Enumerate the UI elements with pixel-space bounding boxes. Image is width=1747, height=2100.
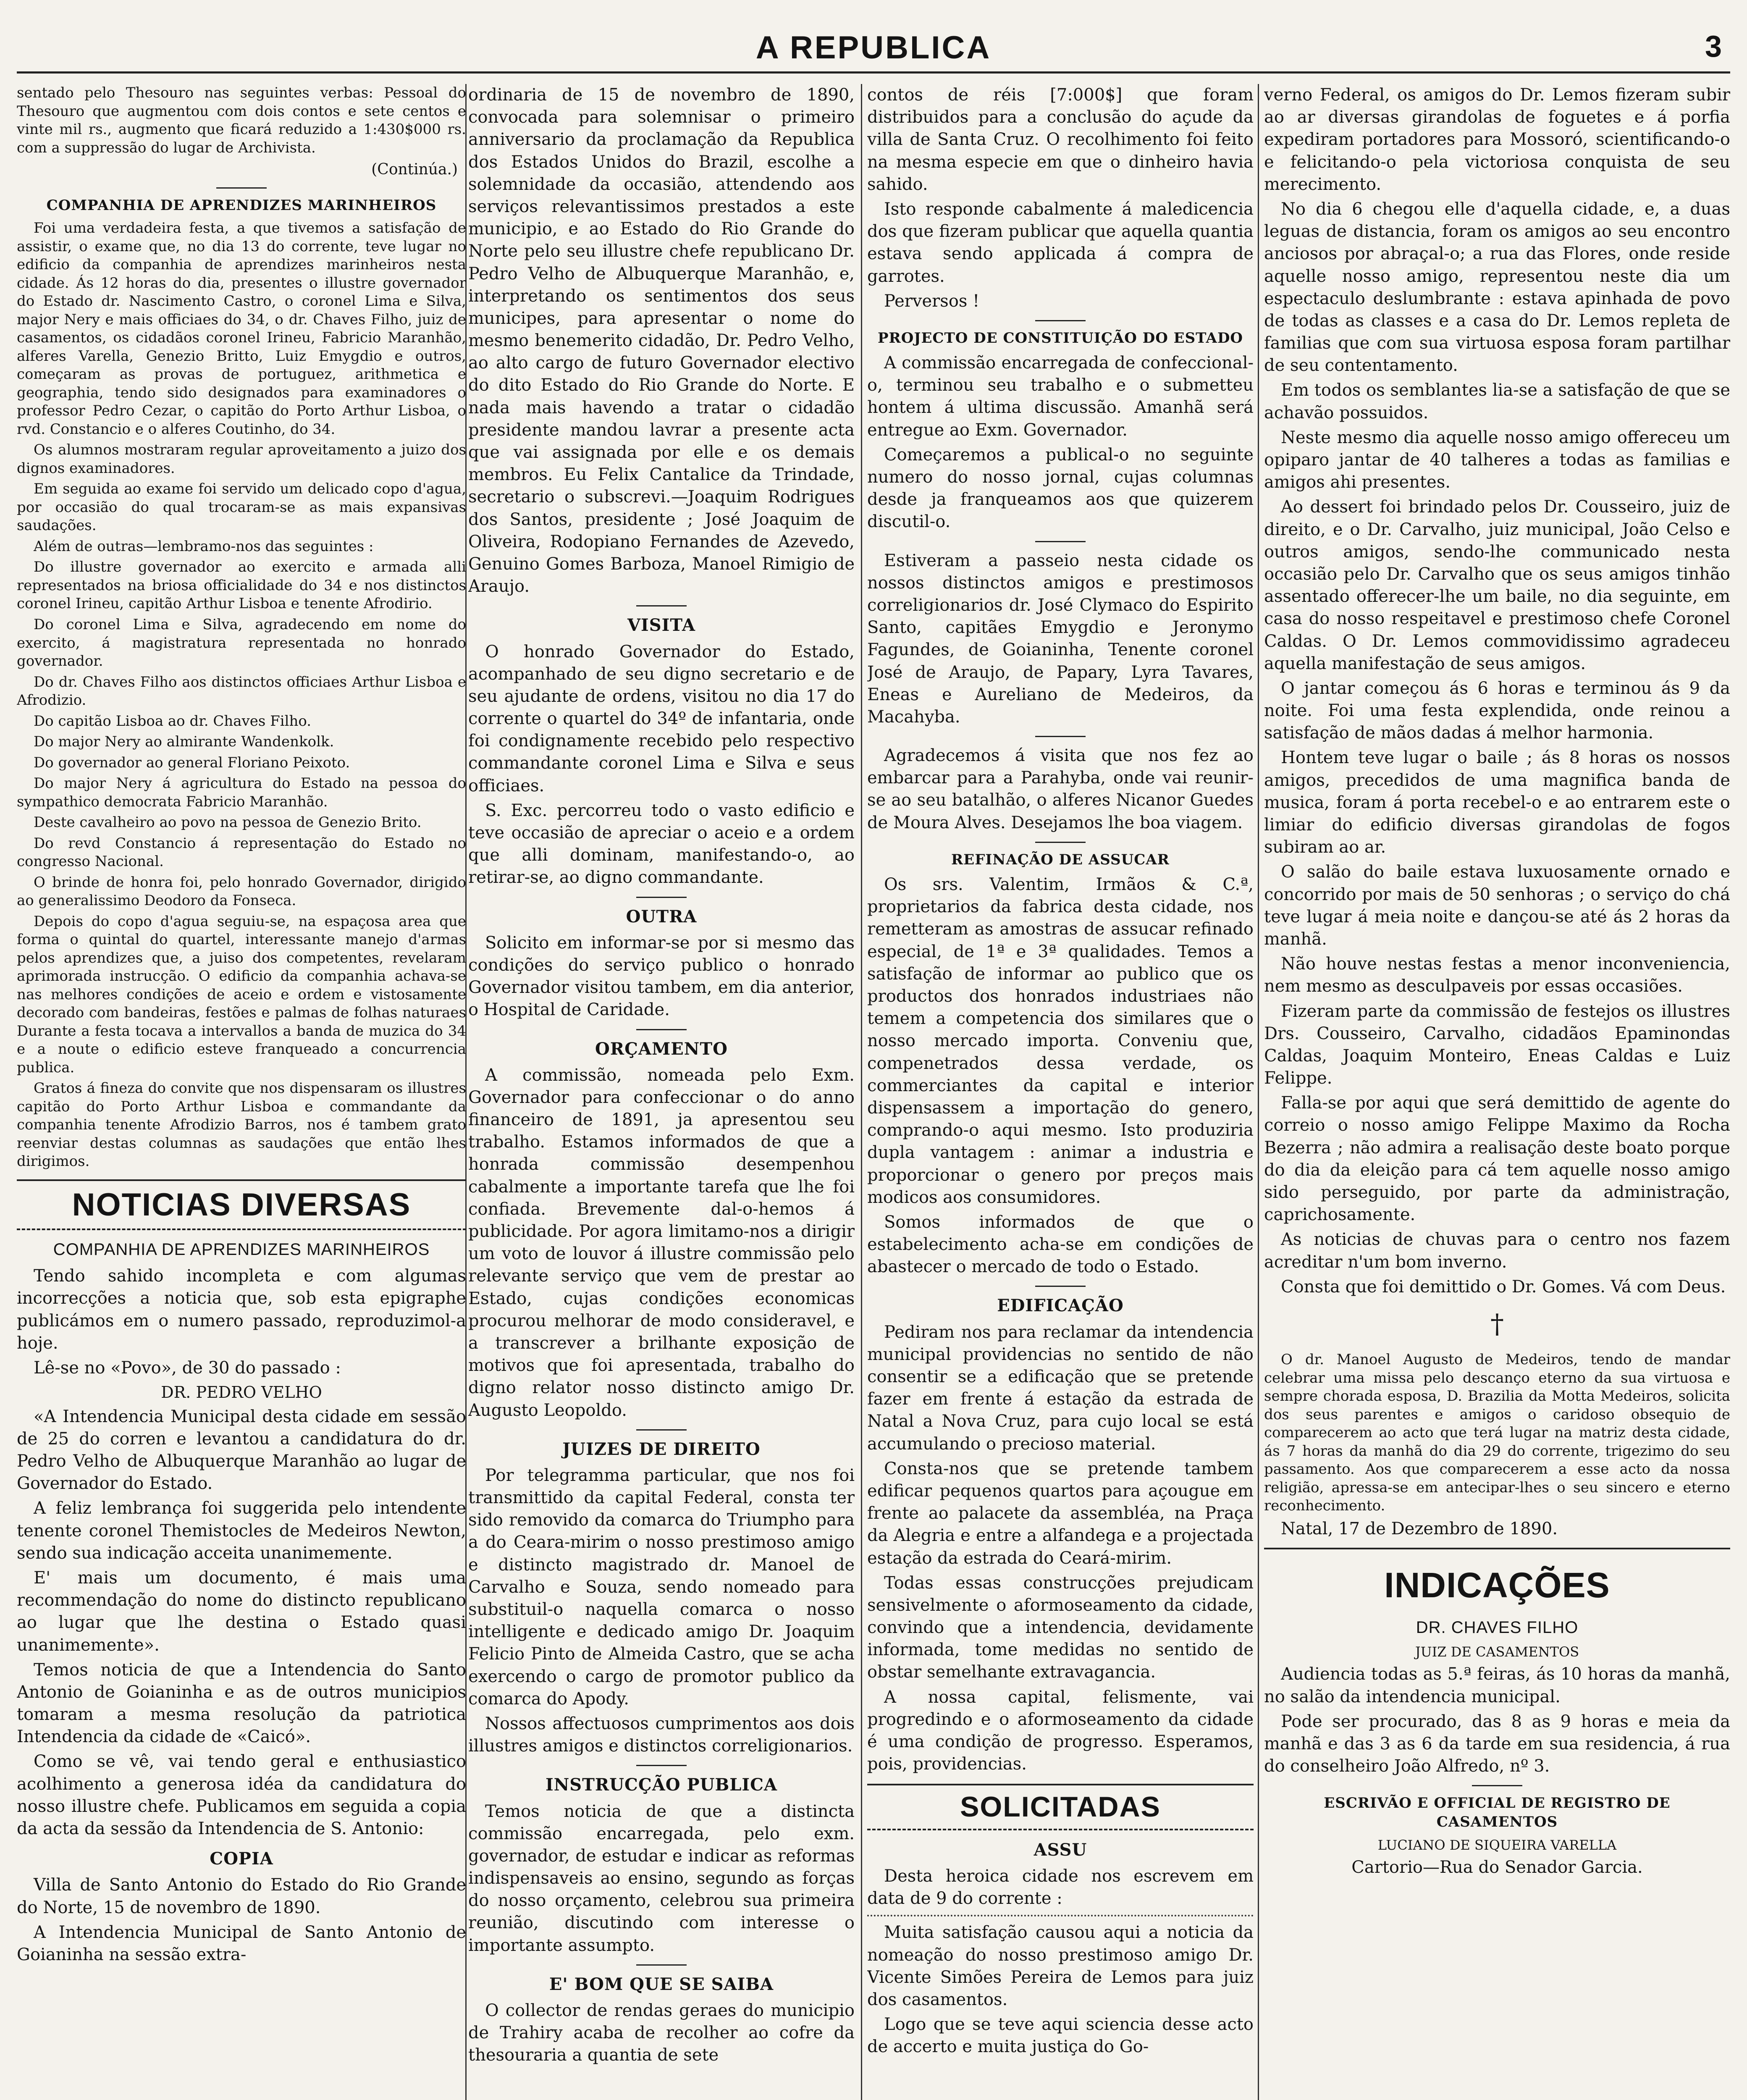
divider [636,897,687,898]
page-number: 3 [1705,30,1722,63]
paragraph: Perversos ! [884,291,980,311]
paragraph: O brinde de honra foi, pelo honrado Governador, dirigido ao generalissimo Deodoro da Fonseca. [17,874,466,909]
column-4 [1264,84,1730,2100]
paragraph: Pediram nos para reclamar da intendencia municipal providencias no sentido de não consentir se a edificação que se pretende fazer em frente á estação da estrada de Natal a Nova Cruz, para cujo local se está accumulando o precioso material. [867,1322,1254,1454]
paragraph: Audiencia todas as 5.ª feiras, ás 10 horas da manhã, no salão da intendencia municipal. [1264,1664,1730,1706]
section-banner: INDICAÇÕES [1384,1565,1610,1605]
paragraph: Além de outras—lembramo-nos das seguintes : [34,538,374,555]
article-heading: COPIA [210,1849,273,1869]
continued-note: (Continúa.) [371,161,458,178]
paragraph: Hontem teve lugar o baile ; ás 8 horas os nossos amigos, precedidos de uma magnifica banda de musica, foram á porta recebel-o e ao entrarem este o limiar do edificio diversas girandolas de fogos subiram ao ar. [1264,748,1730,857]
paragraph: Villa de Santo Antonio do Estado do Rio Grande do Norte, 15 de novembro de 1890. [17,1875,466,1917]
paragraph: A nossa capital, felismente, vai progredindo e o aformoseamento da cidade é uma condição de progresso. Esperamos, pois, providencias. [867,1687,1254,1774]
article-heading: VISITA [627,615,695,635]
divider [1264,1548,1730,1549]
article-heading: ORÇAMENTO [595,1039,728,1059]
paragraph: Neste mesmo dia aquelle nosso amigo offereceu um opiparo jantar de 40 talheres a todas as familias e amigos ahi presentes. [1264,428,1730,492]
divider [1035,541,1086,542]
divider [636,1964,687,1966]
paragraph: Do dr. Chaves Filho aos distinctos officiaes Arthur Lisboa e Afrodizio. [17,673,466,709]
newspaper-title: A REPUBLICA [755,30,992,66]
column-divider [1258,84,1259,2100]
article-heading: JUIZES DE DIREITO [562,1439,761,1459]
paragraph: Do major Nery ao almirante Wandenkolk. [34,733,334,751]
paragraph: Desta heroica cidade nos escrevem em data de 9 do corrente : [867,1866,1254,1908]
paragraph: «A Intendencia Municipal desta cidade em sessão de 25 do corren e levantou a candidatura do dr. Pedro Velho de Albuquerque Maranhão ao lugar de Governador do Estado. [17,1407,466,1494]
section-banner: NOTICIAS DIVERSAS [17,1179,466,1230]
paragraph: Solicito em informar-se por si mesmo das condições do serviço publico o honrado Governador visitou tambem, em dia anterior, o Hospital de Caridade. [468,933,855,1020]
divider [216,187,267,189]
paragraph: A commissão, nomeada pelo Exm. Governador para confeccionar o do anno financeiro de 1891, ja apresentou seu trabalho. Estamos informados de que a honrada commissão desempenhou cabalmente a importante tarefa que lhe foi confiada. Brevemente dal-o-hemos á publicidade. Por agora limitamo-nos a dirigir um voto de louvor á illustre commissão pelo relevante serviço que vem de prestar ao Estado, cujas condições economicas procurou melhorar de modo consideravel, e a transcrever a brilhante exposição de motivos que foi apresentada, trabalho do digno relator nosso distincto amigo Dr. Augusto Leopoldo. [468,1065,855,1420]
article-subheading: JUIZ DE CASAMENTOS [1415,1643,1579,1660]
paragraph: Foi uma verdadeira festa, a que tivemos a satisfação de assistir, o exame que, no dia 13 do corrente, teve lugar no edificio da companhia de aprendizes marinheiros nesta cidade. Ás 12 horas do dia, presentes o illustre governador do Estado dr. Nascimento Castro, o coronel Lima e Silva, major Nery e mais officiaes do 34, o dr. Chaves Filho, juiz de casamentos, os cidadãos coronel Irineu, Fabricio Maranhão, alferes Varella, Genezio Britto, Luiz Emygdio e outros, começaram as provas de portuguez, arithmetica e geographia, tendo sido designados para examinadores o professor Pedro Cezar, o capitão do Porto Arthur Lisboa, o rvd. Constancio e o alferes Coutinho, do 34. [17,220,466,438]
paragraph: Nossos affectuosos cumprimentos aos dois illustres amigos e distinctos correligionarios. [468,1714,855,1756]
article-heading: INSTRUCÇÃO PUBLICA [545,1775,777,1795]
divider [1035,736,1086,737]
paragraph: Em seguida ao exame foi servido um delicado copo d'agua, por occasião do qual trocaram-se as mais expansivas saudações. [17,480,466,534]
article-subheading: LUCIANO DE SIQUEIRA VARELLA [1377,1837,1617,1853]
paragraph: S. Exc. percorreu todo o vasto edificio e teve occasião de apreciar o aceio e a ordem que alli dominam, manifestando-o, ao retirar-se, ao digno commandante. [468,801,855,887]
cross-icon: † [1490,1308,1504,1340]
paragraph: Do revd Constancio á representação do Estado no congresso Nacional. [17,835,466,870]
paragraph: As noticias de chuvas para o centro nos fazem acreditar n'um bom inverno. [1264,1230,1730,1272]
paragraph: Lê-se no «Povo», de 30 do passado : [34,1358,341,1378]
paragraph: Consta-nos que se pretende tambem edificar pequenos quartos para açougue em frente ao palacete da assembléa, na Praça da Alegria e entre a alfandega e a projectada estação da estrada do Ceará-mirim. [867,1459,1254,1568]
paragraph: Todas essas construcções prejudicam sensivelmente o aformoseamento da cidade, convindo que a intendencia, devidamente informada, tome medidas no sentido de obstar semelhante extravagancia. [867,1573,1254,1682]
article-heading: ASSU [1034,1840,1087,1860]
divider [636,1765,687,1766]
divider [1035,320,1086,321]
paragraph: Os alumnos mostraram regular aproveitamento a juizo dos dignos examinadores. [17,441,466,477]
divider [1035,842,1086,843]
paragraph: Por telegramma particular, que nos foi transmittido da capital Federal, consta ter sido removido da comarca do Triumpho para a do Ceara-mirim o nosso prestimoso amigo e distincto magistrado dr. Manoel de Carvalho e Souza, sendo nomeado para substituil-o naquella comarca o nosso intelligente e dedicado amigo Dr. Joaquim Felicio Pinto de Almeida Castro, que se acha exercendo o cargo de promotor publico da comarca do Apody. [468,1465,855,1709]
paragraph: Isto responde cabalmente á maledicencia dos que fizeram publicar que aquella quantia estava sendo applicada á compra de garrotes. [867,199,1254,286]
paragraph: ordinaria de 15 de novembro de 1890, convocada para solemnisar o primeiro anniversario da proclamação da Republica dos Estados Unidos do Brazil, escolhe a solemnidade da occasião, attendendo aos serviços relevantissimos prestados a este municipio, e ao Estado do Rio Grande do Norte pelo seu illustre chefe republicano Dr. Pedro Velho de Albuquerque Maranhão, e, interpretando os sentimentos dos seus municipes, para apresentar o nome do mesmo benemerito cidadão, Dr. Pedro Velho, ao alto cargo de futuro Governador electivo do dito Estado do Rio Grande do Norte. E nada mais havendo a tratar o cidadão presidente mandou lavrar a presente acta que vai assignada por elle e os demais membros. Eu Felix Cantalice da Trindade, secretario o subscrevi.—Joaquim Rodrigues dos Santos, presidente ; José Joaquim de Oliveira, Rodopiano Fernandes de Azevedo, Genuino Gomes Barboza, Manoel Rimigio de Araujo. [468,85,855,596]
divider [636,1029,687,1030]
paragraph: Depois do copo d'agua seguiu-se, na espaçosa area que forma o quintal do quartel, interessante manejo d'armas pelos aprendizes que, a juiso dos competentes, revelaram aprimorada instrucção. O edificio da companhia achava-se nas melhores condições de aceio e ordem e vistosamente decorado com bandeiras, festões e palmas de folhas naturaes Durante a festa tocava a intervallos a banda de muzica do 34 e a noute o edificio esteve franqueado a concurrencia publica. [17,913,466,1076]
paragraph: O collector de rendas geraes do municipio de Trahiry acaba de recolher ao cofre da thesouraria a quantia de sete [468,2001,855,2065]
paragraph: O jantar começou ás 6 horas e terminou ás 9 da noite. Foi uma festa explendida, onde reinou a satisfação de mãos dadas á melhor harmonia. [1264,678,1730,743]
paragraph: sentado pelo Thesouro nas seguintes verbas: Pessoal do Thesouro que augmentou com dois contos e sete centos e vinte mil rs., augmento que ficará reduzido a 1:430$000 rs. com a suppressão do lugar de Archivista. [17,84,466,156]
column-1 [17,84,466,2100]
paragraph: A commissão encarregada de confeccional-o, terminou seu trabalho e o submetteu hontem á ultima discussão. Amanhã será entregue ao Exm. Governador. [867,353,1254,440]
paragraph: O salão do baile estava luxuosamente ornado e concorrido por mais de 50 senhoras ; o serviço do chá teve lugar á meia noite e dançou-se até ás 2 horas da manhã. [1264,862,1730,949]
paragraph: Começaremos a publical-o no seguinte numero do nosso jornal, cujas columnas desde ja franqueamos aos que quizerem discutil-o. [867,445,1254,532]
paragraph: Como se vê, vai tendo geral e enthusiastico acolhimento a generosa idéa da candidatura do nosso illustre chefe. Publicamos em seguida a copia da acta da sessão da Intendencia de S. Antonio: [17,1752,466,1839]
paragraph: Em todos os semblantes lia-se a satisfação de que se achavão possuidos. [1264,381,1730,423]
paragraph: Do governador ao general Floriano Peixoto. [34,754,350,771]
paragraph: Do illustre governador ao exercito e armada alli representados na briosa officialidade do 34 e nos distinctos coronel Irineu, capitão Arthur Lisboa e tenente Afrodirio. [17,559,466,612]
dotted-divider [867,1915,1254,1916]
paragraph: Estiveram a passeio nesta cidade os nossos distinctos amigos e prestimosos correligionarios dr. José Clymaco do Espirito Santo, capitães Emygdio e Jeronymo Fagundes, de Goianinha, Tenente coronel José de Araujo, de Papary, Lyra Tavares, Eneas e Aureliano de Medeiros, da Macahyba. [867,551,1254,727]
paragraph: Consta que foi demittido o Dr. Gomes. Vá com Deus. [1281,1277,1726,1297]
paragraph: Gratos á fineza do convite que nos dispensaram os illustres capitão do Porto Arthur Lisboa e commandante da companhia tenente Afrodizio Barros, nos é tambem grato reenviar destas columnas as saudações que então lhes dirigimos. [17,1080,466,1170]
paragraph: Natal, 17 de Dezembro de 1890. [1281,1519,1558,1538]
paragraph: A feliz lembrança foi suggerida pelo intendente tenente coronel Themistocles de Medeiros Newton, sendo sua indicação acceita unanimemente. [17,1499,466,1563]
paragraph: E' mais um documento, é mais uma recommendação do nome do distincto republicano ao lugar que lhe destina o Estado quasi unanimemente». [17,1568,466,1655]
paragraph: Temos noticia de que a Intendencia do Santo Antonio de Goianinha e as de outros municipios tomaram a mesma resolução da patriotica Intendencia da cidade de «Caicó». [17,1660,466,1747]
paragraph: Pode ser procurado, das 8 as 9 horas e meia da manhã e das 3 as 6 da tarde em sua residencia, á rua do conselheiro João Alfredo, nº 3. [1264,1712,1730,1776]
paragraph: Deste cavalheiro ao povo na pessoa de Genezio Brito. [34,814,422,831]
article-heading: EDIFICAÇÃO [997,1296,1124,1316]
article-heading: ESCRIVÃO E OFFICIAL DE REGISTRO DE CASAMENTOS [1324,1795,1671,1831]
divider [636,605,687,606]
divider [1035,1286,1086,1287]
paragraph: verno Federal, os amigos do Dr. Lemos fizeram subir ao ar diversas girandolas de foguetes e á porfia expediram portadores para Mossoró, scientificando-o e felicitando-o pela victoriosa conquista de seu merecimento. [1264,85,1730,194]
paragraph: Do capitão Lisboa ao dr. Chaves Filho. [34,712,312,730]
paragraph: Não houve nestas festas a menor inconveniencia, nem mesmo as desculpaveis por essas occasiões. [1264,954,1730,996]
article-heading: REFINAÇÃO DE ASSUCAR [951,851,1170,868]
paragraph: Fizeram parte da commissão de festejos os illustres Drs. Cousseiro, Carvalho, cidadãos Epaminondas Caldas, Joaquim Monteiro, Eneas Caldas e Luiz Felippe. [1264,1001,1730,1088]
article-heading: PROJECTO DE CONSTITUIÇÃO DO ESTADO [877,329,1243,346]
masthead [17,17,1730,74]
paragraph: O honrado Governador do Estado, acompanhado de seu digno secretario e de seu ajudante de ordens, visitou no dia 17 do corrente o quartel do 34º de infantaria, onde foi condignamente recebido pelo respectivo commandante coronel Lima e Silva e seus officiaes. [468,642,855,795]
paragraph: Do major Nery á agricultura do Estado na pessoa do sympathico democrata Fabricio Maranhão. [17,775,466,810]
paragraph: contos de réis [7:000$] que foram distribuidos para a conclusão do açude da villa de Santa Cruz. O recolhimento foi feito na mesma especie em que o dinheiro havia sahido. [867,85,1254,194]
divider [636,1429,687,1431]
paragraph: O dr. Manoel Augusto de Medeiros, tendo de mandar celebrar uma missa pelo descanço eterno da sua virtuosa e sempre chorada esposa, D. Brazilia da Motta Medeiros, solicita dos seus parentes e amigos o caridoso obsequio de comparecerem ao acto que terá lugar na matriz desta cidade, ás 7 horas da manhã do dia 29 do corrente, trigezimo do seu passamento. Aos que comparecerem a esse acto da nossa religião, apressa-se em antecipar-lhes o seu sincero e eterno reconhecimento. [1264,1351,1730,1515]
paragraph: Ao dessert foi brindado pelos Dr. Cousseiro, juiz de direito, e o Dr. Carvalho, juiz municipal, João Celso e outros amigos, sendo-lhe communicado nesta occasião pelo Dr. Carvalho que os seus amigos tinhão assentado offerecer-lhe um baile, no dia seguinte, em casa do nosso respeitavel e prestimoso chefe Coronel Caldas. O Dr. Lemos commovidissimo agradeceu aquella manifestação de seus amigos. [1264,497,1730,673]
article-heading: COMPANHIA DE APRENDIZES MARINHEIROS [46,197,437,214]
paragraph: Logo que se teve aqui sciencia desse acto de accerto e muita justiça do Go- [867,2015,1254,2057]
article-heading: OUTRA [626,906,697,927]
paragraph: Tendo sahido incompleta e com algumas incorrecções a noticia que, sob esta epigraphe publicámos em o numero passado, reproduzimol-a hoje. [17,1266,466,1353]
paragraph: Os srs. Valentim, Irmãos & C.ª, proprietarios da fabrica desta cidade, nos remetteram as amostras de assucar refinado especial, de 1ª e 3ª qualidades. Temos a satisfação de informar ao publico que os productos dos honrados industriaes não temem a competencia dos similares que o nosso mercado importa. Conveniu que, compenetrados dessa verdade, os commerciantes da capital e interior dispensassem a importação do genero, comprando-o aqui mesmo. Isto produziria dupla vantagem : animar a industria e proporcionar o genero por preços mais modicos aos consumidores. [867,875,1254,1207]
paragraph: Falla-se por aqui que será demittido de agente do correio o nosso amigo Felippe Maximo da Rocha Bezerra ; não admira a realisação deste boato porque do dia da eleição para cá tem aquelle nosso amigo sido perseguido, por parte da administração, caprichosamente. [1264,1093,1730,1225]
divider [1472,1785,1522,1786]
article-heading: DR. CHAVES FILHO [1416,1618,1579,1637]
article-heading: COMPANHIA DE APRENDIZES MARINHEIROS [53,1240,430,1259]
article-heading: E' BOM QUE SE SAIBA [549,1974,774,1994]
paragraph: A Intendencia Municipal de Santo Antonio de Goianinha na sessão extra- [17,1922,466,1964]
column-3 [867,84,1254,2100]
paragraph: Cartorio—Rua do Senador Garcia. [1351,1858,1643,1877]
column-divider [861,84,862,2100]
section-banner: SOLICITADAS [867,1784,1254,1830]
paragraph: Temos noticia de que a distincta commissão encarregada, pelo exm. governador, de estudar e indicar as reformas indispensaveis ao ensino, segundo as forças do nosso orçamento, celebrou sua primeira reunião, discutindo com interesse o importante assumpto. [468,1801,855,1955]
paragraph: No dia 6 chegou elle d'aquella cidade, e, a duas leguas de distancia, foram os amigos ao seu encontro anciosos por abraçal-o; a rua das Flores, onde reside aquelle nosso amigo, representou neste dia um espectaculo deslumbrante : estava apinhada de povo de todas as classes e a casa do Dr. Lemos repleta de familias que com sua virtuosa esposa foram partilhar de seu contentamento. [1264,199,1730,375]
paragraph: Muita satisfação causou aqui a noticia da nomeação do nosso prestimoso amigo Dr. Vicente Simões Pereira de Lemos para juiz dos casamentos. [867,1923,1254,2009]
paragraph: Agradecemos á visita que nos fez ao embarcar para a Parahyba, onde vai reunir-se ao seu batalhão, o alferes Nicanor Guedes de Moura Alves. Desejamos lhe boa viagem. [867,746,1254,832]
column-2 [468,84,855,2100]
paragraph: Somos informados de que o estabelecimento acha-se em condições de abastecer o mercado de todo o Estado. [867,1212,1254,1277]
article-subheading: DR. PEDRO VELHO [161,1383,322,1402]
paragraph: Do coronel Lima e Silva, agradecendo em nome do exercito, á magistratura representada no honrado governador. [17,616,466,670]
